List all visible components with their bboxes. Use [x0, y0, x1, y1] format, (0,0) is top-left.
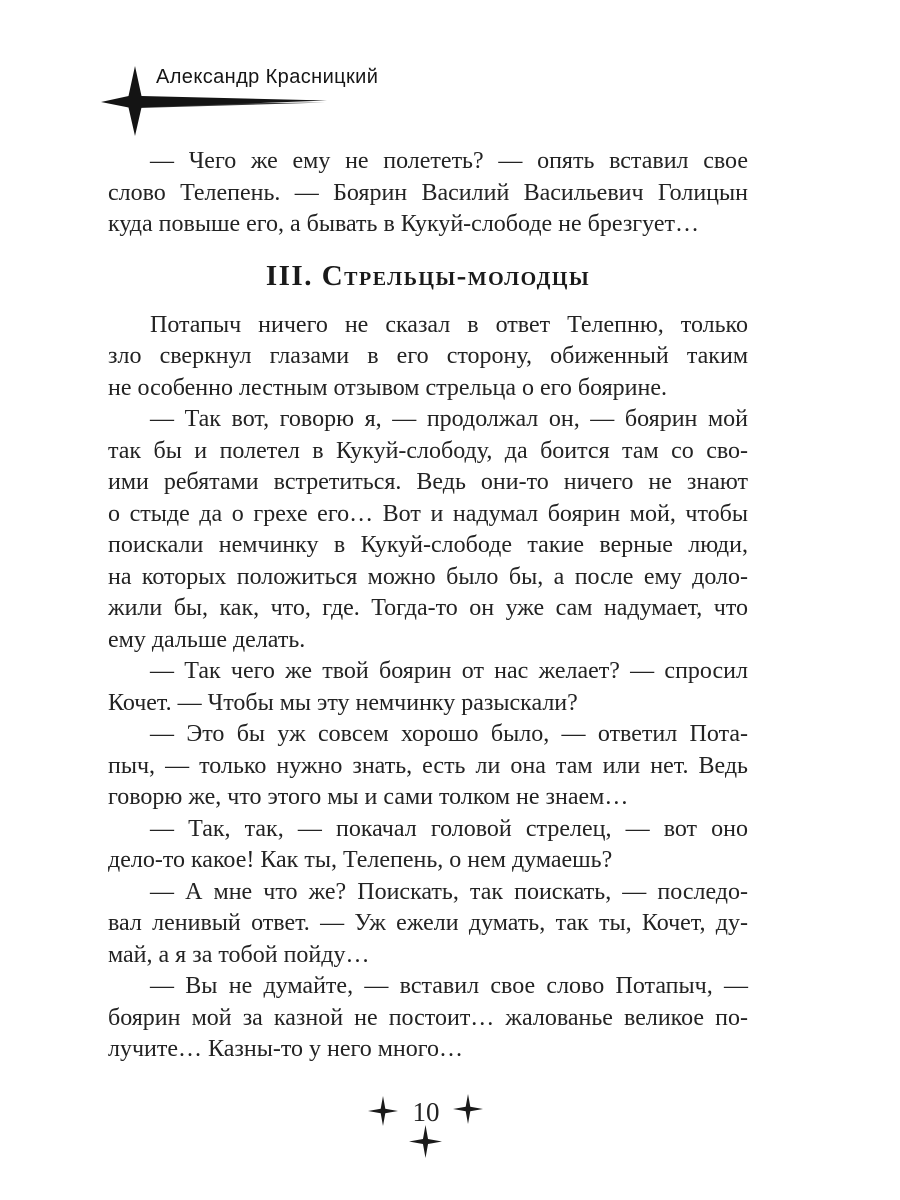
page-text [108, 146, 748, 1066]
text-line: — Так, так, — покачал головой стрелец, — вот оно [150, 815, 748, 842]
text-line: — Чего же ему не полететь? — опять вставил свое [150, 148, 748, 174]
text-line: зло сверкнул глазами в его сторону, обиженный таким [108, 343, 748, 369]
paragraph [108, 310, 748, 405]
text-line: говорю же, что этого мы и сами толком не знаем… [108, 784, 629, 810]
page-number: 10 [412, 1097, 440, 1127]
text-line: так бы и полетел в Кукуй-слободу, да боится там со сво- [108, 437, 748, 464]
paragraph [108, 719, 748, 814]
paragraph [108, 814, 748, 877]
footer-cross-icon [453, 1094, 483, 1124]
text-line: — Это бы уж совсем хорошо было, — ответил Пота- [150, 721, 748, 747]
chapter-heading: III. Стрельцы-молодцы [265, 259, 591, 292]
text-line: куда повыше его, а бывать в Кукуй-слободе не брезгует… [108, 211, 699, 237]
paragraph [108, 877, 748, 972]
text-line: жили бы, как, что, где. Тогда-то он уже сам надумает, что [108, 595, 748, 621]
footer-cross-icon [368, 1096, 398, 1126]
running-head: Александр Красницкий [156, 66, 379, 88]
text-line: Потапыч ничего не сказал в ответ Телепню, только [150, 311, 748, 338]
paragraph [108, 146, 748, 241]
text-line: дело-то какое! Как ты, Телепень, о нем думаешь? [108, 847, 613, 873]
footer-cross-icon [409, 1125, 442, 1158]
paragraph [108, 971, 748, 1066]
paragraph [108, 656, 748, 719]
text-line: о стыде да о грехе его… Вот и надумал боярин мой, чтобы [108, 500, 748, 527]
text-line: вал ленивый ответ. — Уж ежели думать, так ты, Кочет, ду- [108, 910, 748, 936]
paragraph [108, 404, 748, 656]
text-line: — Вы не думайте, — вставил свое слово Потапыч, — [150, 973, 748, 999]
text-line: — А мне что же? Поискать, так поискать, — последо- [150, 878, 748, 905]
text-line: лучите… Казны-то у него много… [108, 1036, 464, 1062]
text-line: — Так вот, говорю я, — продолжал он, — боярин мой [150, 406, 748, 432]
text-line: Кочет. — Чтобы мы эту немчинку разыскали? [108, 689, 578, 716]
text-line: пыч, — только нужно знать, есть ли она там или нет. Ведь [108, 752, 748, 779]
text-line: май, а я за тобой пойду… [108, 941, 370, 968]
text-line: поискали немчинку в Кукуй-слободе такие верные люди, [108, 532, 748, 558]
text-line: не особенно лестным отзывом стрельца о его боярине. [108, 374, 668, 401]
text-line: ими ребятами встретиться. Ведь они-то ничего не знают [108, 469, 748, 495]
text-line: на которых положиться можно было бы, а после ему доло- [108, 563, 748, 590]
text-line: ему дальше делать. [108, 626, 306, 653]
text-line: боярин мой за казной не постоит… жалованье великое по- [108, 1004, 748, 1031]
text-line: слово Телепень. — Боярин Василий Васильевич Голицын [108, 179, 748, 206]
text-line: — Так чего же твой боярин от нас желает? — спросил [150, 658, 748, 684]
